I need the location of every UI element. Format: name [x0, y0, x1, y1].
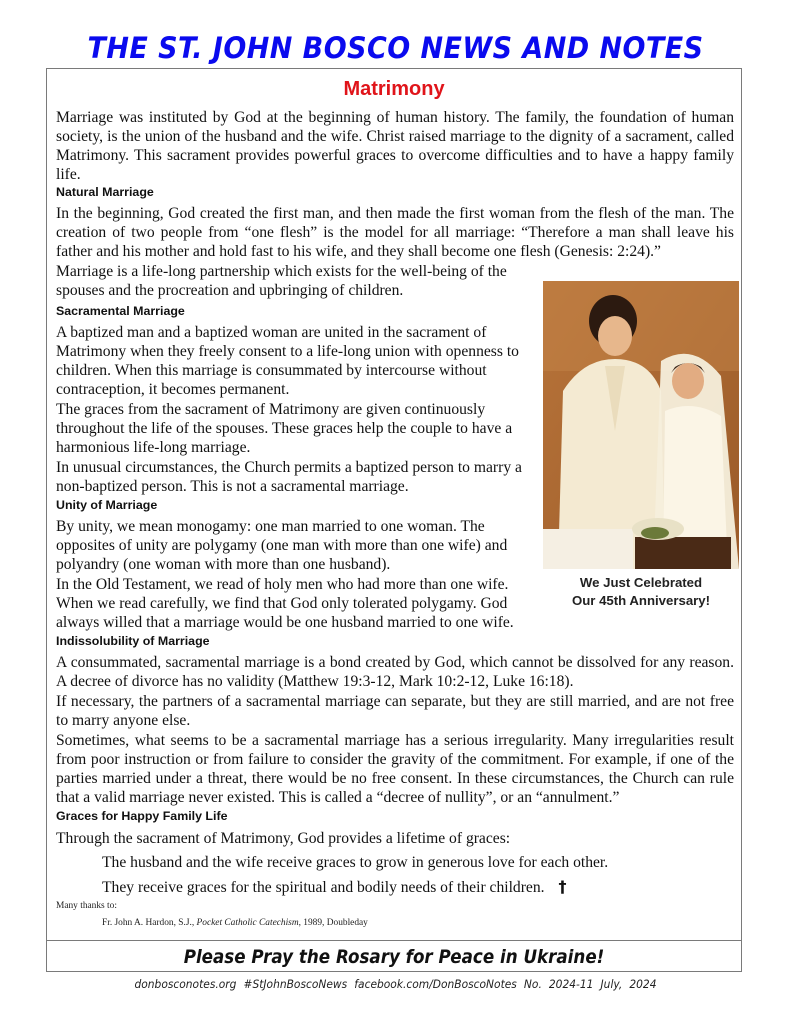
wedding-photo — [543, 281, 739, 569]
section-heading-natural-marriage: Natural Marriage — [56, 185, 154, 199]
sacramental-marriage-paragraph-1: A baptized man and a baptized woman are united in the sacrament of Matrimony when they freely consent to a life-long union with openness to children. When this marriage is consummated by intercourse without contraception, it becomes permanent. — [56, 324, 519, 398]
article-title: Matrimony — [343, 78, 445, 100]
unity-paragraph-2: In the Old Testament, we read of holy men who had more than one wife. When we read carefully, we find that God only tolerated polygamy. God always willed that a marriage would be one husband married to one wife. — [56, 576, 514, 631]
intro-paragraph: Marriage was instituted by God at the beginning of human history. The family, the foundation of human society, is the union of the husband and the wife. Christ raised marriage to the dignity of a sacrament, called Matrimony. This sacrament provides powerful graces to overcome difficulties and to have a happy family life. — [56, 109, 734, 183]
section-heading-unity-of-marriage: Unity of Marriage — [56, 498, 158, 512]
indissolubility-paragraph-1: A consummated, sacramental marriage is a bond created by God, which cannot be dissolved for any reason. A decree of divorce has no validity (Matthew 19:3-12, Mark 10:2-12, Luke 16:18). — [56, 654, 734, 690]
cross-icon: † — [558, 877, 567, 896]
credit-publication: , 1989, Doubleday — [298, 918, 368, 928]
sacramental-marriage-paragraph-3: In unusual circumstances, the Church permits a baptized person to marry a non-baptized person. This is not a sacramental marriage. — [56, 459, 522, 495]
sacramental-marriage-paragraph-2: The graces from the sacrament of Matrimony are given continuously throughout the life of the spouses. These graces help the couple to have a harmonious life-long marriage. — [56, 401, 513, 456]
newsletter-masthead: THE ST. JOHN BOSCO NEWS AND NOTES — [87, 31, 704, 65]
unity-paragraph-1: By unity, we mean monogamy: one man married to one woman. The opposites of unity are polygamy (one man with more than one wife) and polyandry (one woman with more than one husband). — [56, 518, 508, 573]
section-heading-indissolubility: Indissolubility of Marriage — [56, 634, 210, 648]
graces-item-1: The husband and the wife receive graces to grow in generous love for each other. — [102, 854, 609, 871]
photo-caption-line-2: Our 45th Anniversary! — [571, 593, 711, 608]
graces-paragraph-1: Through the sacrament of Matrimony, God provides a lifetime of graces: — [56, 830, 511, 847]
thanks-label: Many thanks to: — [56, 901, 117, 911]
natural-marriage-paragraph-2: Marriage is a life-long partnership which exists for the well-being of the spouses and the procreation and upbringing of children. — [56, 263, 507, 299]
credit-book-title: Pocket Catholic Catechism — [196, 918, 299, 928]
graces-item-2-text: They receive graces for the spiritual and bodily needs of their children. — [102, 879, 545, 896]
source-credit — [102, 918, 368, 928]
section-heading-sacramental-marriage: Sacramental Marriage — [56, 304, 185, 318]
banner-divider — [46, 940, 742, 941]
credit-author: Fr. John A. Hardon, S.J., — [102, 918, 197, 928]
newsletter-footer: donbosconotes.org #StJohnBoscoNews facebook.com/DonBoscoNotes No. 2024-11 July, 2024 — [134, 977, 657, 991]
wedding-photo-illustration — [543, 281, 739, 569]
indissolubility-paragraph-2: If necessary, the partners of a sacramental marriage can separate, but they are still married, and are not free to marry anyone else. — [56, 693, 734, 729]
prayer-banner: Please Pray the Rosary for Peace in Ukraine! — [183, 946, 605, 968]
photo-caption-line-1: We Just Celebrated — [579, 575, 703, 590]
graces-item-2 — [102, 877, 567, 897]
section-heading-graces: Graces for Happy Family Life — [56, 809, 228, 823]
natural-marriage-paragraph-1: In the beginning, God created the first man, and then made the first woman from the flesh of the man. The creation of two people from “one flesh” is the model for all marriage: “Therefore a man shall leave his father and his mother and hold fast to his wife, and they shall become one flesh (Genesis: 2:24).” — [56, 205, 734, 260]
photo-caption — [543, 574, 739, 610]
indissolubility-paragraph-3: Sometimes, what seems to be a sacramental marriage has a serious irregularity. Many irregularities result from poor instruction or from failure to consider the gravity of the commitment. For example, if one of the parties married under a threat, there would be no free consent. In these circumstances, the Church can rule that a valid marriage never existed. This is called a “decree of nullity”, or an “annulment.” — [56, 732, 734, 806]
